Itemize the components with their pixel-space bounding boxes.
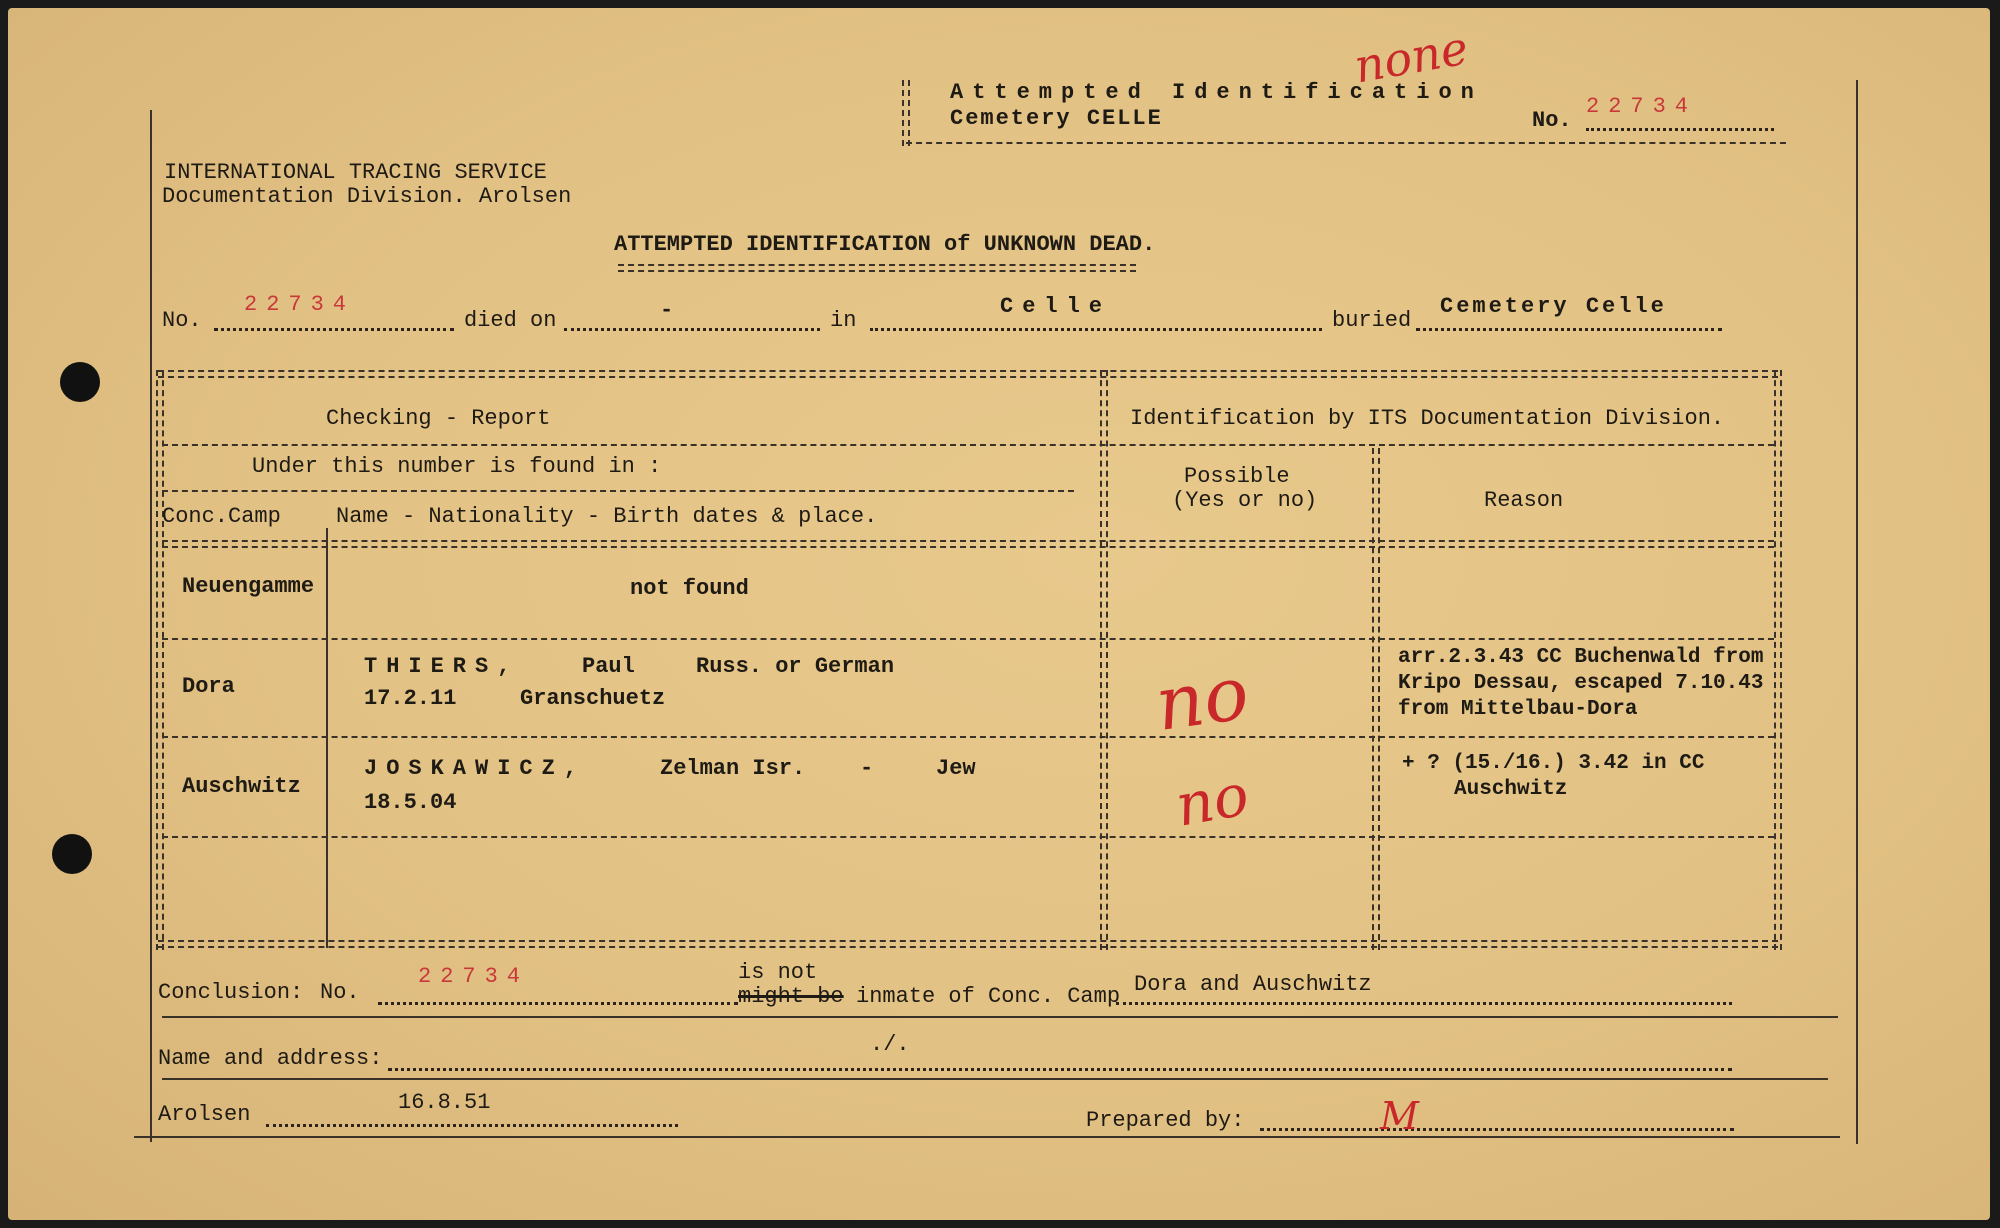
conclusion-no-label: No. — [320, 980, 360, 1005]
punch-hole-bottom — [52, 834, 92, 874]
conclusion-is-not: is not — [738, 960, 818, 985]
table-row1-sep — [162, 638, 1774, 640]
date-dots — [266, 1124, 678, 1127]
col-reason-header: Reason — [1484, 488, 1564, 513]
record-died-label: died on — [464, 308, 557, 333]
header-box-bottom-border — [906, 142, 1786, 144]
table-row-2-birthplace: Granschuetz — [520, 686, 666, 711]
name-address-value: ./. — [870, 1032, 910, 1057]
table-row-3-surname: JOSKAWICZ, — [364, 756, 587, 781]
table-row-2-nationality: Russ. or German — [696, 654, 895, 679]
table-row-1-name: not found — [630, 576, 749, 601]
org-name: INTERNATIONAL TRACING SERVICE — [164, 160, 547, 185]
table-possible-divider — [1372, 448, 1380, 950]
table-row-2-reason-3: from Mittelbau-Dora — [1398, 698, 1638, 721]
table-row-2-surname: THIERS, — [364, 654, 520, 679]
record-died-value: - — [660, 298, 674, 323]
table-row-3-reason-2: Auschwitz — [1454, 778, 1568, 801]
col-name-header: Name - Nationality - Birth dates & place. — [336, 504, 878, 529]
record-no-dots — [214, 328, 454, 331]
record-in-dots — [870, 328, 1322, 331]
index-card — [8, 8, 1990, 1220]
table-row-2-possible: no — [1150, 650, 1254, 748]
prepared-by-label: Prepared by: — [1086, 1108, 1245, 1133]
place-label: Arolsen — [158, 1102, 251, 1127]
conclusion-rule — [162, 1016, 1838, 1018]
table-row-3-reason-1: + ? (15./16.) 3.42 in CC — [1402, 752, 1705, 775]
punch-hole-top — [60, 362, 100, 402]
table-row3-sep — [162, 836, 1774, 838]
table-header-sep — [162, 444, 1774, 446]
record-buried-dots — [1416, 328, 1722, 331]
table-row-3-possible: no — [1170, 760, 1254, 840]
table-foundin-sep — [162, 490, 1074, 492]
table-row2-sep — [162, 736, 1774, 738]
header-cemetery: Cemetery CELLE — [950, 106, 1163, 131]
conclusion-no-value: 22734 — [418, 964, 530, 989]
conclusion-label: Conclusion: — [158, 980, 304, 1005]
record-in-label: in — [830, 308, 857, 333]
table-left-border — [156, 370, 164, 950]
table-row-3-birthdate: 18.5.04 — [364, 790, 457, 815]
name-address-dots — [388, 1068, 1732, 1071]
table-camp-divider — [326, 528, 328, 948]
header-title: Attempted Identification — [950, 80, 1483, 105]
prepared-by-mark: M — [1380, 1094, 1419, 1138]
frame-bottom-line — [134, 1136, 1840, 1138]
record-buried-label: buried — [1332, 308, 1412, 333]
conclusion-inmate: inmate of Conc. Camp — [856, 984, 1121, 1009]
date-value: 16.8.51 — [398, 1090, 491, 1115]
table-top-border — [158, 370, 1778, 378]
table-row-2-birthdate: 17.2.11 — [364, 686, 457, 711]
prepared-by-dots — [1260, 1128, 1734, 1131]
table-row-3-dash: - — [860, 756, 874, 781]
table-row-3-firstname: Zelman Isr. — [660, 756, 806, 781]
record-no-value: 22734 — [244, 292, 356, 317]
col-possible-header: Possible — [1184, 464, 1290, 489]
table-row-2-firstname: Paul — [582, 654, 635, 679]
table-row-3-nationality: Jew — [936, 756, 976, 781]
table-right-border — [1774, 370, 1782, 950]
col-camp-header: Conc.Camp — [162, 504, 281, 529]
record-died-dots — [564, 328, 820, 331]
document-title: ATTEMPTED IDENTIFICATION of UNKNOWN DEAD. — [614, 232, 1156, 257]
table-row-2-reason-2: Kripo Dessau, escaped 7.10.43 — [1398, 672, 1764, 695]
checking-report-header: Checking - Report — [326, 406, 551, 431]
record-buried-value: Cemetery Celle — [1440, 294, 1667, 319]
conclusion-struck: might be — [738, 984, 844, 1009]
frame-left-line — [150, 110, 152, 1142]
table-bottom-border — [158, 940, 1778, 948]
table-row-1-camp: Neuengamme — [182, 574, 315, 599]
header-no-value: 22734 — [1586, 94, 1698, 119]
record-in-value: Celle — [1000, 294, 1112, 319]
header-no-label: No. — [1532, 108, 1572, 133]
table-row-2-reason-1: arr.2.3.43 CC Buchenwald from — [1398, 646, 1764, 669]
org-division: Documentation Division. Arolsen — [162, 184, 572, 209]
frame-right-line — [1856, 80, 1858, 1144]
record-no-label: No. — [162, 308, 202, 333]
identification-header: Identification by ITS Documentation Division. — [1130, 406, 1725, 431]
col-possible-subheader: (Yes or no) — [1172, 488, 1318, 513]
header-no-dots — [1586, 128, 1774, 131]
conclusion-camps-dots — [1116, 1002, 1732, 1005]
conclusion-no-dots — [378, 1002, 738, 1005]
table-row-3-camp: Auschwitz — [182, 774, 301, 799]
header-handwritten-note: none — [1350, 20, 1472, 94]
name-address-rule — [162, 1078, 1828, 1080]
name-address-label: Name and address: — [158, 1046, 383, 1071]
header-box-left-border — [902, 80, 910, 146]
table-colhead-sep — [162, 540, 1774, 548]
title-underline — [618, 264, 1136, 272]
table-mid-divider — [1100, 370, 1108, 950]
table-row-2-camp: Dora — [182, 674, 235, 699]
found-in-header: Under this number is found in : — [252, 454, 662, 479]
conclusion-camps: Dora and Auschwitz — [1134, 972, 1372, 997]
